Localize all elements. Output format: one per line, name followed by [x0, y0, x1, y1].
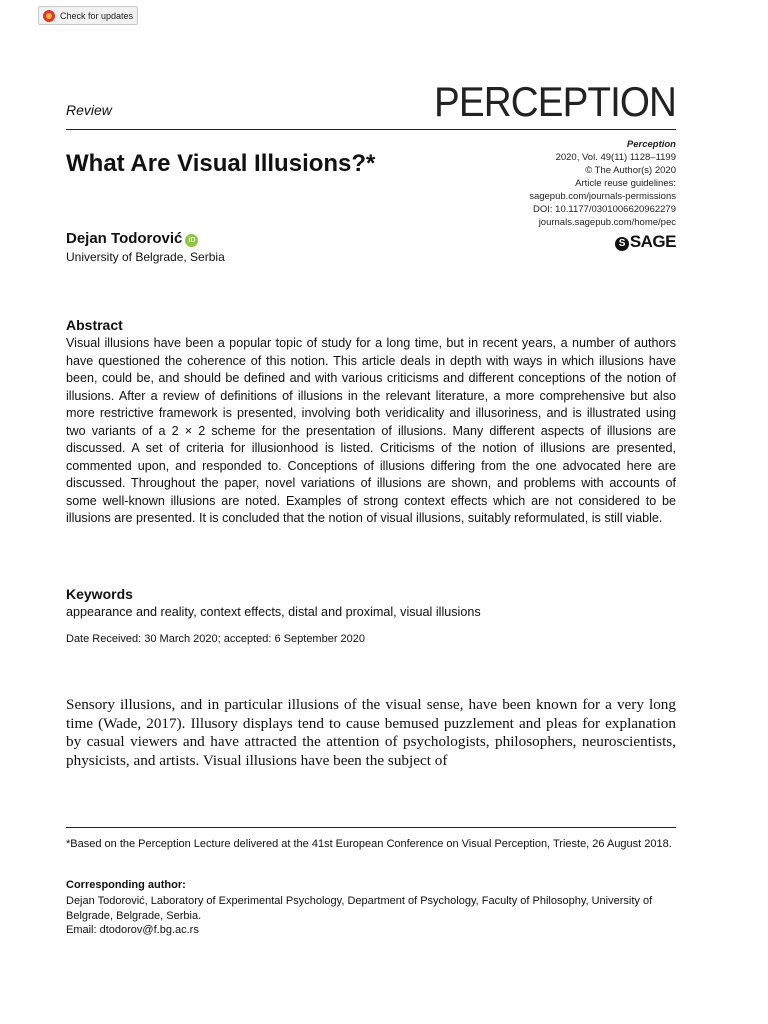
- crossmark-icon: [43, 10, 55, 22]
- journal-logo: PERCEPTION: [433, 78, 676, 125]
- author-name: Dejan Todorović: [66, 230, 183, 247]
- permissions-link[interactable]: sagepub.com/journals-permissions: [529, 191, 676, 202]
- orcid-icon[interactable]: iD: [185, 234, 198, 247]
- journal-name: Perception: [626, 139, 676, 150]
- reuse-guidelines: Article reuse guidelines:: [575, 178, 676, 189]
- publisher-logo: [615, 232, 676, 252]
- journal-home-link[interactable]: journals.sagepub.com/home/pec: [538, 217, 676, 228]
- copyright: © The Author(s) 2020: [585, 165, 676, 176]
- corresponding-author: [66, 894, 676, 938]
- date-received: Date Received: 30 March 2020; accepted: 6 September 2020: [66, 633, 366, 645]
- keywords-heading: Keywords: [66, 586, 133, 602]
- footnote: *Based on the Perception Lecture delivered at the 41st European Conference on Visual Perception, Trieste, 26 August 2018.: [66, 838, 672, 850]
- corresponding-address: Dejan Todorović, Laboratory of Experimental Psychology, Department of Psychology, Faculty of Philosophy, University of Belgrade, Belgrade, Serbia.: [66, 895, 653, 922]
- abstract-heading: Abstract: [66, 317, 123, 333]
- author-affiliation: University of Belgrade, Serbia: [66, 250, 225, 264]
- corresponding-email[interactable]: Email: dtodorov@f.bg.ac.rs: [66, 924, 199, 936]
- article-title: What Are Visual Illusions?*: [66, 150, 376, 177]
- header-rule: [66, 129, 676, 130]
- doi[interactable]: DOI: 10.1177/0301006620962279: [533, 204, 676, 215]
- keywords-text: appearance and reality, context effects, distal and proximal, visual illusions: [66, 605, 481, 619]
- publisher-name: SAGE: [629, 232, 676, 251]
- corresponding-author-heading: Corresponding author:: [66, 879, 186, 891]
- author: [66, 230, 198, 247]
- volume-info: 2020, Vol. 49(11) 1128–1199: [555, 152, 676, 163]
- footnote-rule: [66, 827, 676, 828]
- article-meta: [529, 138, 676, 229]
- check-for-updates-label: Check for updates: [60, 10, 134, 21]
- check-for-updates-button[interactable]: [38, 6, 138, 25]
- body-paragraph: Sensory illusions, and in particular illusions of the visual sense, have been known for a very long time (Wade, 2017). Illusory displays tend to cause bemused puzzlement and pleas for explanation by casual viewers and have attracted the attention of psychologists, philosophers, neuroscientists, physicists, and artists. Visual illusions have been the subject of: [66, 696, 676, 769]
- article-type: Review: [66, 102, 112, 118]
- abstract-text: Visual illusions have been a popular topic of study for a long time, but in recent years, a number of authors have questioned the coherence of this notion. This article deals in depth with ways in which illusions have been, could be, and should be defined and with various criticisms and different conceptions of the notion of illusions. After a review of definitions of illusions in the relevant literature, a more comprehensive but also more restrictive framework is presented, involving both veridicality and illusoriness, and is illustrated using two variants of a 2 × 2 scheme for the presentation of illusions. Many different aspects of illusions are discussed. A set of criteria for illusionhood is listed. Criticisms of the notion of illusions are presented, commented upon, and responded to. Conceptions of illusions differing from the one advocated here are discussed. Throughout the paper, novel variations of illusions are shown, and problems with accounts of some well-known illusions are noted. Examples of strong context effects which are not considered to be illusions are presented. It is concluded that the notion of visual illusions, suitably reformulated, is still viable.: [66, 336, 676, 525]
- sage-icon: S: [615, 237, 629, 251]
